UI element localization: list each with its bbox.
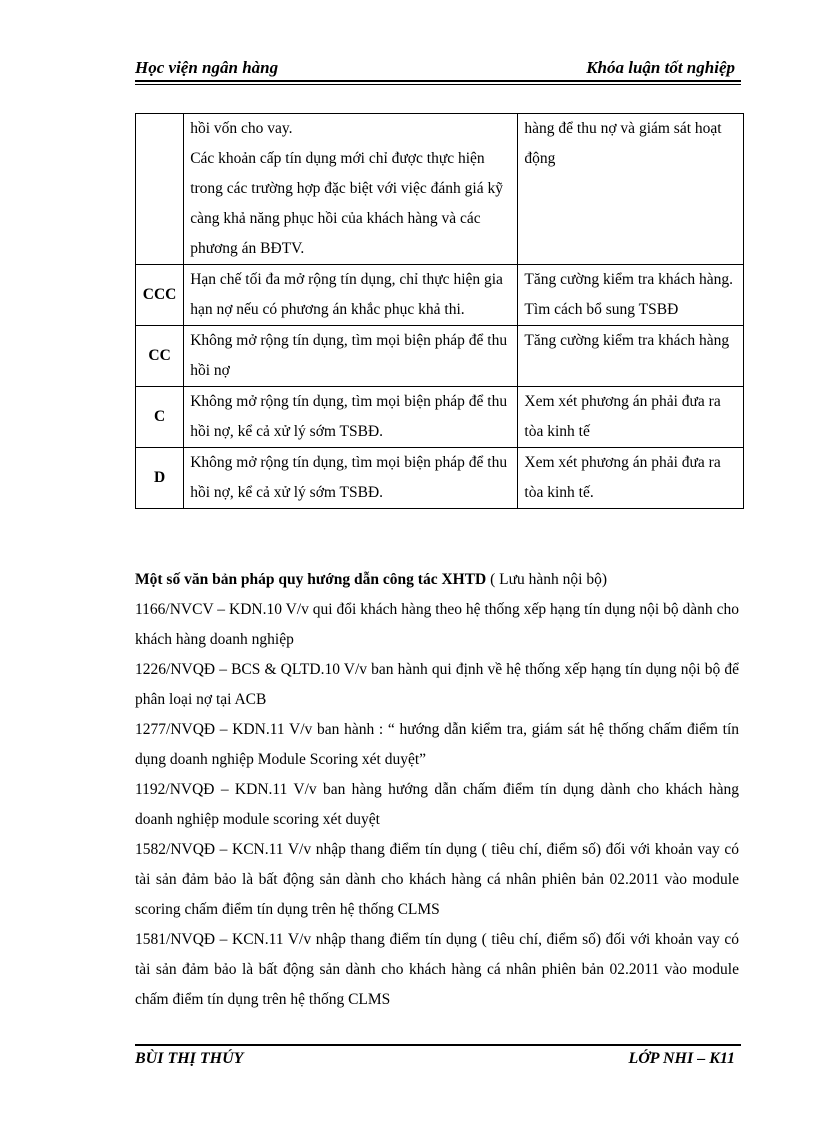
action-cell: Xem xét phương án phải đưa ra tòa kinh tế. xyxy=(518,448,744,509)
page-footer xyxy=(135,1044,741,1072)
action-cell: Tăng cường kiểm tra khách hàng xyxy=(518,326,744,387)
list-item: 1166/NVCV – KDN.10 V/v qui đổi khách hàng theo hệ thống xếp hạng tín dụng nội bộ dành cho khách hàng doanh nghiệp xyxy=(135,601,739,648)
header-doc-type: Khóa luận tốt nghiệp xyxy=(586,58,735,77)
section-title: Một số văn bản pháp quy hướng dẫn công tác XHTD ( Lưu hành nội bộ) xyxy=(135,571,607,588)
action-cell: Xem xét phương án phải đưa ra tòa kinh tế xyxy=(518,387,744,448)
list-item: 1581/NVQĐ – KCN.11 V/v nhập thang điểm tín dụng ( tiêu chí, điểm số) đối với khoản vay có tài sản đảm bảo là bất động sản dành cho khách hàng cá nhân phiên bản 02.2011 vào module chấm điểm tín dụng trên hệ thống CLMS xyxy=(135,931,739,1008)
rating-level xyxy=(136,114,184,265)
credit-rating-policy-table xyxy=(135,113,744,509)
policy-cell: Không mở rộng tín dụng, tìm mọi biện pháp để thu hồi nợ, kể cả xử lý sớm TSBĐ. xyxy=(184,448,518,509)
footer-author: BÙI THỊ THÚY xyxy=(135,1050,244,1067)
rating-level: CCC xyxy=(136,265,184,326)
policy-cell: hồi vốn cho vay. Các khoản cấp tín dụng mới chỉ được thực hiện trong các trường hợp đặc biệt với việc đánh giá kỹ càng khả năng phục hồi của khách hàng và các phương án BĐTV. xyxy=(184,114,518,265)
list-item: 1582/NVQĐ – KCN.11 V/v nhập thang điểm tín dụng ( tiêu chí, điểm số) đối với khoản vay có tài sản đảm bảo là bất động sản dành cho khách hàng cá nhân phiên bản 02.2011 vào module scoring chấm điểm tín dụng trên hệ thống CLMS xyxy=(135,841,739,918)
rating-level: C xyxy=(136,387,184,448)
table-row xyxy=(136,448,744,509)
policy-cell: Không mở rộng tín dụng, tìm mọi biện pháp để thu hồi nợ xyxy=(184,326,518,387)
regulations-section xyxy=(135,565,739,1015)
rating-level: CC xyxy=(136,326,184,387)
table-row xyxy=(136,114,744,265)
header-institution: Học viện ngân hàng xyxy=(135,58,279,77)
rating-level: D xyxy=(136,448,184,509)
list-item: 1277/NVQĐ – KDN.11 V/v ban hành : “ hướng dẫn kiểm tra, giám sát hệ thống chấm điểm tín dụng doanh nghiệp Module Scoring xét duyệt” xyxy=(135,721,739,768)
footer-class: LỚP NHI – K11 xyxy=(628,1050,735,1067)
header-rule xyxy=(135,84,741,85)
policy-cell: Hạn chế tối đa mở rộng tín dụng, chỉ thực hiện gia hạn nợ nếu có phương án khắc phục khả thi. xyxy=(184,265,518,326)
table-row xyxy=(136,326,744,387)
action-cell: Tăng cường kiểm tra khách hàng. Tìm cách bổ sung TSBĐ xyxy=(518,265,744,326)
list-item: 1226/NVQĐ – BCS & QLTD.10 V/v ban hành qui định về hệ thống xếp hạng tín dụng nội bộ để phân loại nợ tại ACB xyxy=(135,661,739,708)
action-cell: hàng để thu nợ và giám sát hoạt động xyxy=(518,114,744,265)
list-item: 1192/NVQĐ – KDN.11 V/v ban hàng hướng dẫn chấm điểm tín dụng dành cho khách hàng doanh nghiệp module scoring xét duyệt xyxy=(135,781,739,828)
table-row xyxy=(136,265,744,326)
table-row xyxy=(136,387,744,448)
policy-cell: Không mở rộng tín dụng, tìm mọi biện pháp để thu hồi nợ, kể cả xử lý sớm TSBĐ. xyxy=(184,387,518,448)
page-header xyxy=(135,56,741,82)
